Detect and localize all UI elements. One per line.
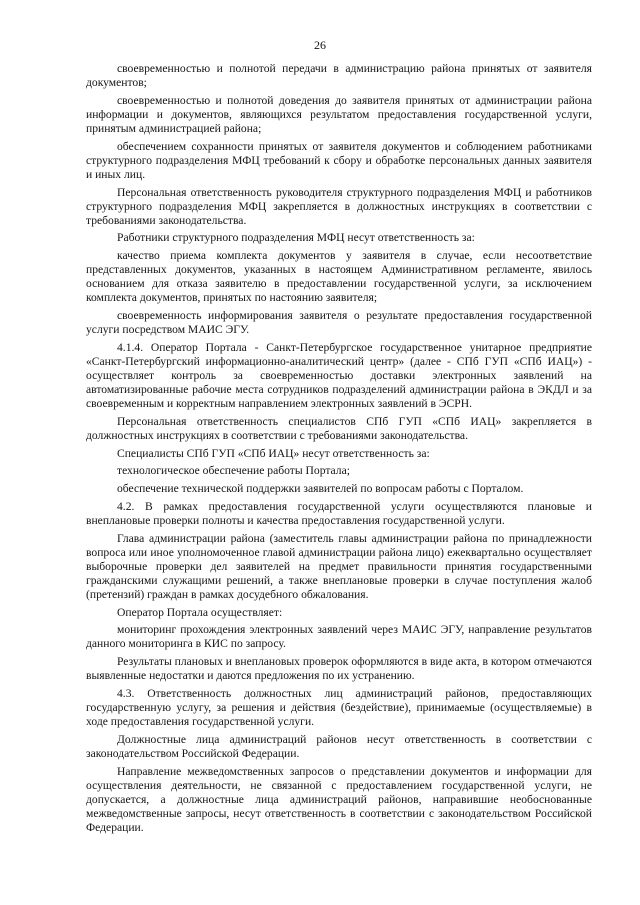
paragraph: 4.2. В рамках предоставления государственной услуги осуществляются плановые и внеплановые проверки полноты и качества предоставления государственной услуги.	[86, 499, 592, 527]
paragraph: Результаты плановых и внеплановых проверок оформляются в виде акта, в котором отмечаются выявленные недостатки и даются предложения по их устранению.	[86, 655, 592, 683]
paragraph: своевременностью и полнотой передачи в администрацию района принятых от заявителя документов;	[86, 62, 592, 90]
document-body	[86, 62, 592, 835]
paragraph: Персональная ответственность руководителя структурного подразделения МФЦ и работников структурного подразделения МФЦ закрепляется в должностных инструкциях в соответствии с требованиями законодательства.	[86, 185, 592, 227]
paragraph: Оператор Портала осуществляет:	[117, 605, 283, 619]
paragraph: обеспечение технической поддержки заявителей по вопросам работы с Порталом.	[117, 482, 524, 496]
paragraph: качество приема комплекта документов у заявителя в случае, если несоответствие представленных документов, указанных в настоящем Административном регламенте, явилось основанием для отказа заявителю в предоставлении государственной услуги, за исключением комплекта документов, принятых по настоянию заявителя;	[86, 249, 592, 305]
paragraph: 4.1.4. Оператор Портала - Санкт-Петербургское государственное унитарное предприятие «Санкт-Петербургский информационно-аналитический центр» (далее - СПб ГУП «СПб ИАЦ») - осуществляет контроль за своевременностью доставки электронных заявлений на автоматизированные рабочие места сотрудников подразделений администрации района в ЭКДЛ и за своевременным и корректным направлением электронных заявлений в ЭСРН.	[86, 340, 592, 411]
paragraph: своевременность информирования заявителя о результате предоставления государственной услуги посредством МАИС ЭГУ.	[86, 309, 592, 337]
paragraph: 4.3. Ответственность должностных лиц администраций районов, предоставляющих государственную услугу, за решения и действия (бездействие), принимаемые (осуществляемые) в ходе предоставления государственной услуги.	[86, 686, 592, 729]
paragraph: своевременностью и полнотой доведения до заявителя принятых от администрации района информации и документов, являющихся результатом предоставления государственной услуги, принятым администрацией района;	[86, 93, 592, 135]
page-number: 26	[314, 38, 326, 52]
paragraph: Персональная ответственность специалистов СПб ГУП «СПб ИАЦ» закрепляется в должностных инструкциях в соответствии с требованиями законодательства.	[86, 414, 592, 442]
paragraph: Глава администрации района (заместитель главы администрации района по принадлежности вопроса или иное уполномоченное главой администрации района лицо) ежеквартально осуществляет выборочные проверки дел заявителей на предмет правильности принятия государственными гражданскими служащими решений, а также внеплановые проверки в случае поступления жалоб (претензий) граждан в рамках досудебного обжалования.	[86, 531, 592, 601]
paragraph: Направление межведомственных запросов о представлении документов и информации для осуществления деятельности, не связанной с предоставлением государственной услуги, не допускается, а должностные лица администраций районов, направившие необоснованные межведомственные запросы, несут ответственность в соответствии с законодательством Российской Федерации.	[86, 764, 592, 834]
paragraph: технологическое обеспечение работы Портала;	[117, 464, 350, 478]
paragraph: мониторинг прохождения электронных заявлений через МАИС ЭГУ, направление результатов данного мониторинга в КИС по запросу.	[86, 623, 592, 651]
paragraph: Специалисты СПб ГУП «СПб ИАЦ» несут ответственность за:	[117, 446, 430, 460]
paragraph: Работники структурного подразделения МФЦ несут ответственность за:	[117, 231, 475, 245]
paragraph: обеспечением сохранности принятых от заявителя документов и соблюдением работниками структурного подразделения МФЦ требований к сбору и обработке персональных данных заявителя и иных лиц.	[86, 139, 592, 181]
paragraph: Должностные лица администраций районов несут ответственность в соответствии с законодательством Российской Федерации.	[86, 732, 592, 760]
